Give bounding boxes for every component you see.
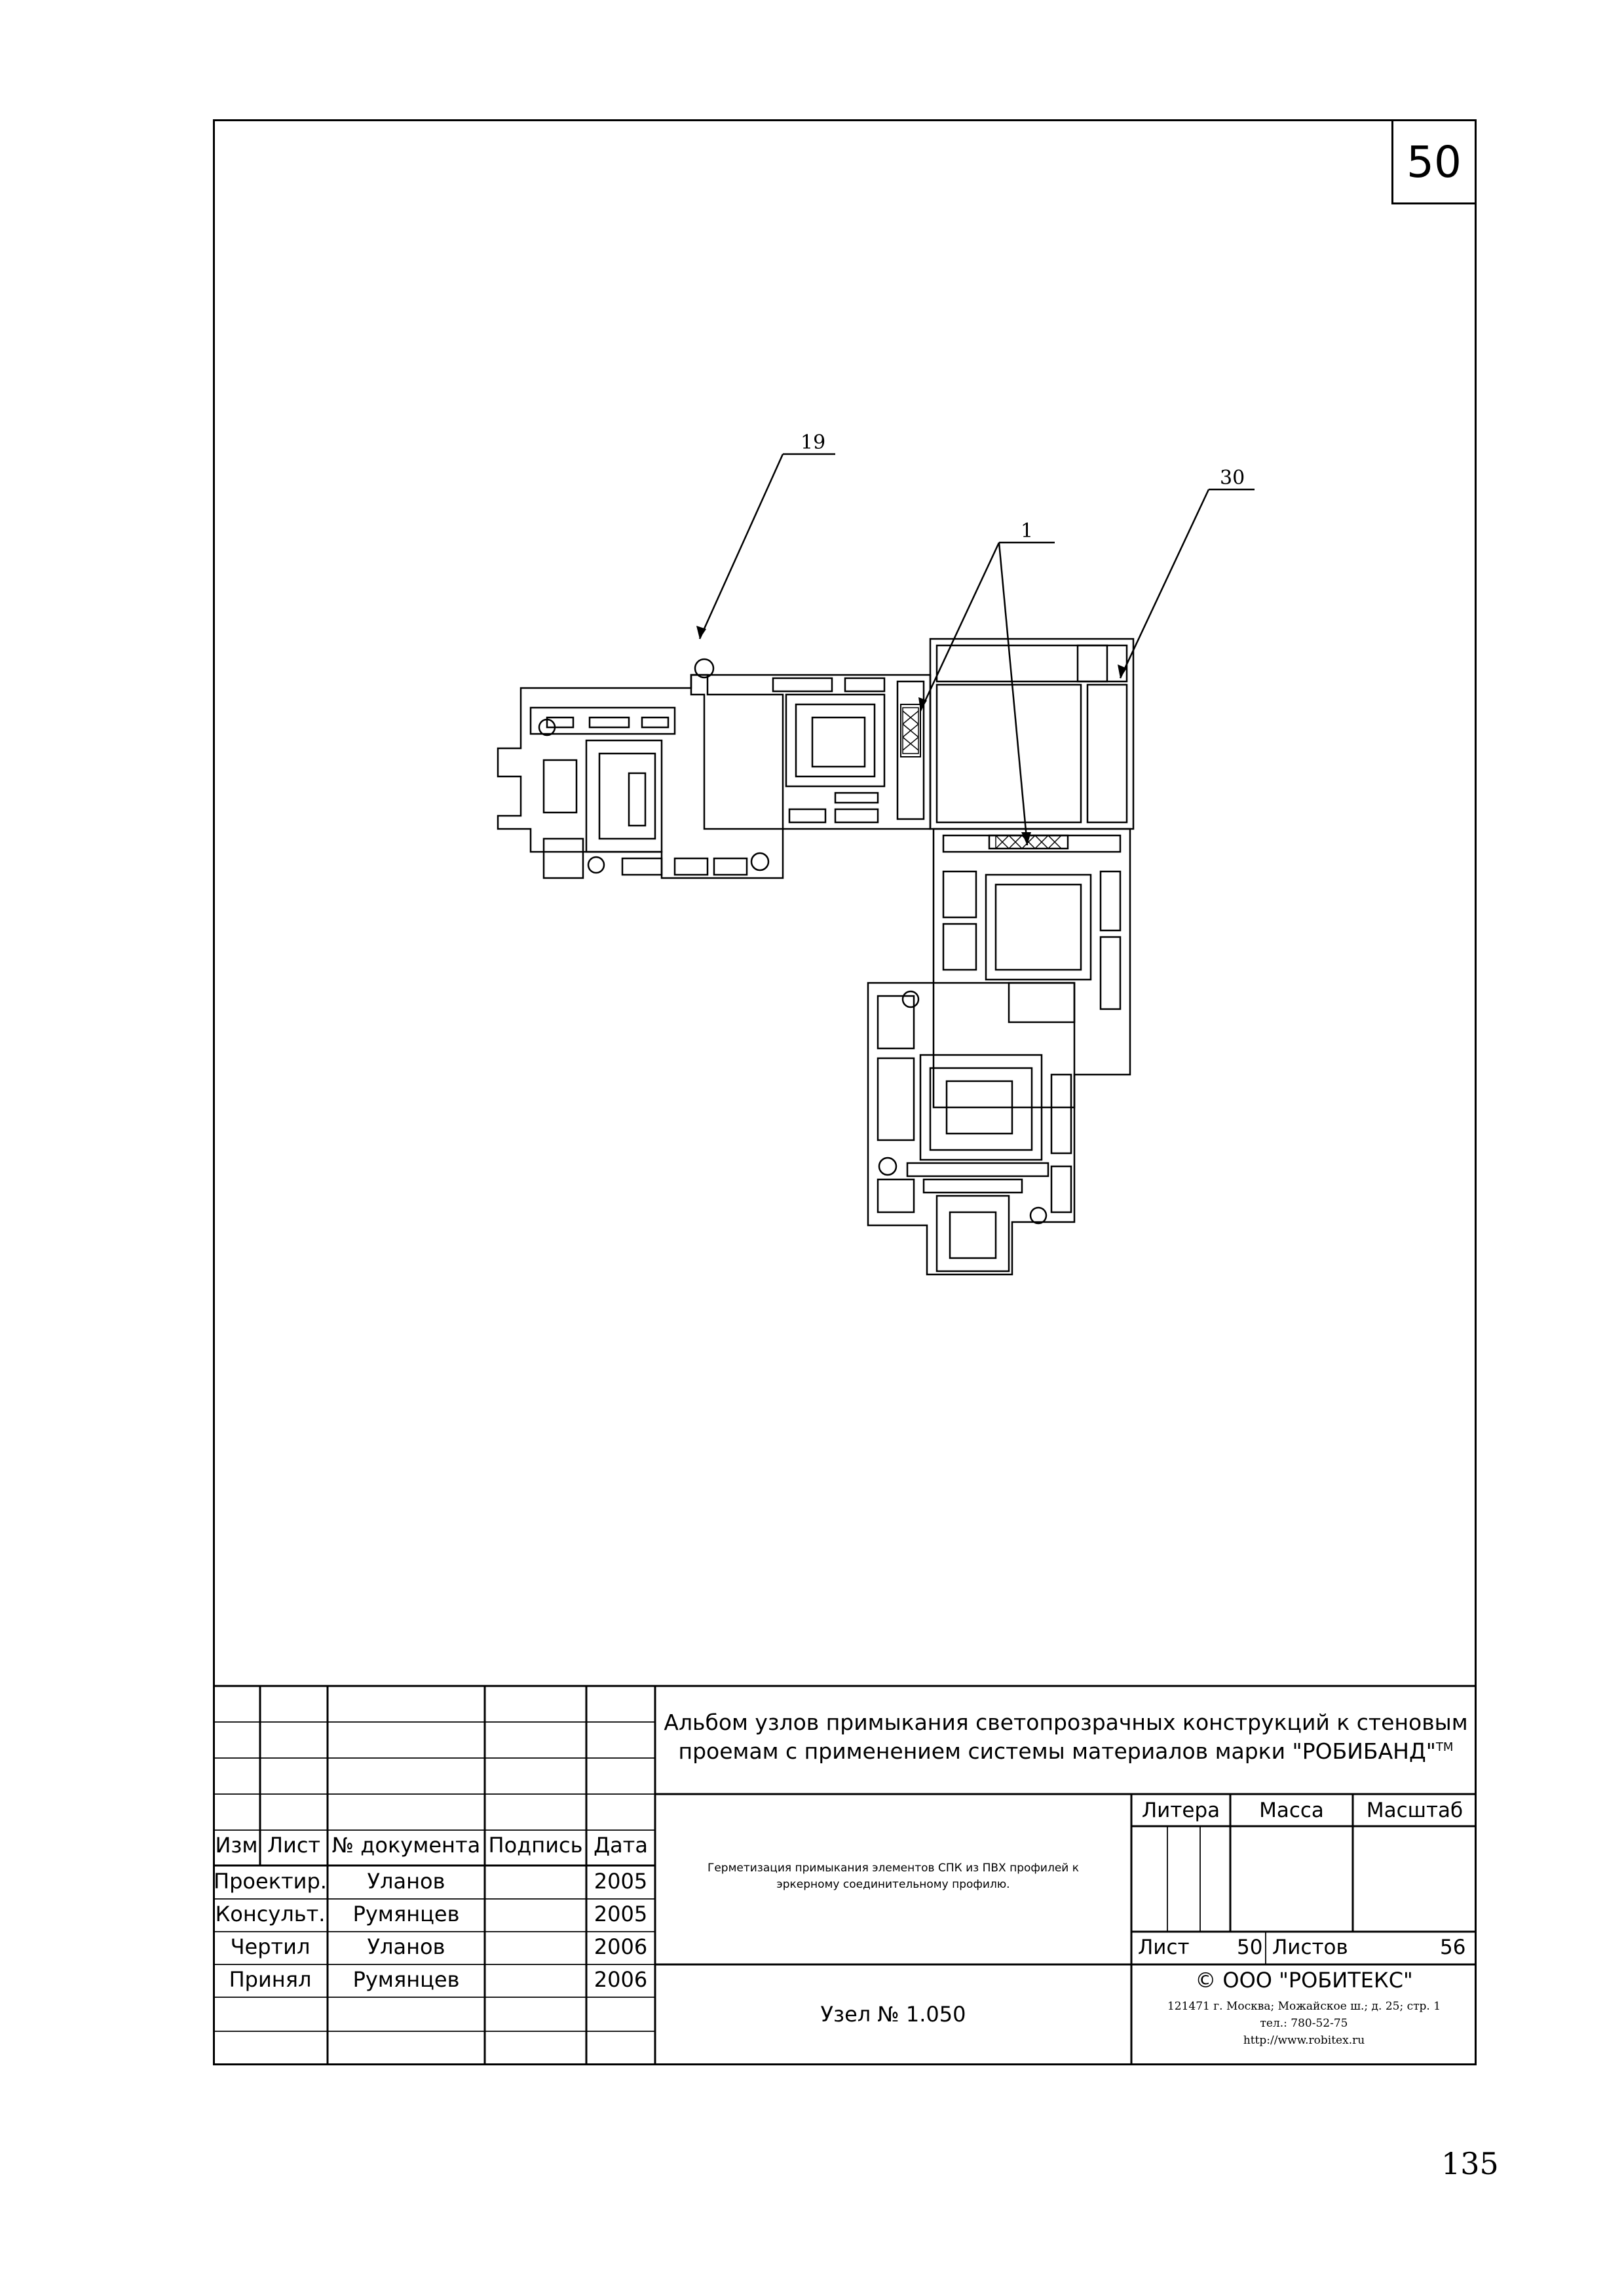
header-date: Дата [594,1833,648,1858]
description-line2: эркерному соединительному профилю. [776,1878,1010,1891]
role-cell: Консульт. [215,1902,326,1926]
company-website: http://www.robitex.ru [1243,2034,1365,2047]
litera-label: Литера [1141,1799,1220,1822]
company-address: 121471 г. Москва; Можайское ш.; д. 25; стр. 1 [1167,2000,1441,2013]
year-cell: 2005 [594,1902,648,1926]
name-cell: Румянцев [352,1902,460,1926]
header-izm: Изм [215,1833,258,1858]
company-phone: тел.: 780-52-75 [1260,2017,1348,2030]
listov-value: 56 [1440,1936,1466,1959]
trademark-mark: ТМ [1435,1740,1454,1754]
header-list: Лист [267,1833,321,1858]
year-cell: 2006 [594,1934,648,1959]
list-label: Лист [1138,1936,1190,1959]
album-title-line2 [655,1740,1477,1762]
sheet-number: 50 [1391,119,1477,204]
role-cell: Чертил [230,1934,311,1959]
name-cell: Румянцев [352,1967,460,1992]
company-name: © ООО "РОБИТЕКС" [1195,1968,1413,1993]
description-line1: Герметизация примыкания элементов СПК из ПВХ профилей к [707,1862,1080,1875]
callout-1: 1 [1021,520,1034,543]
list-value: 50 [1237,1936,1263,1959]
year-cell: 2005 [594,1869,648,1894]
masshtab-label: Масштаб [1366,1799,1463,1822]
massa-label: Масса [1259,1799,1324,1822]
header-doc: № документа [331,1833,481,1858]
name-cell: Уланов [367,1934,445,1959]
callout-30: 30 [1220,467,1245,489]
page-number: 135 [1441,2146,1499,2181]
callout-19: 19 [801,431,826,454]
role-cell: Принял [229,1967,312,1992]
node-number: Узел № 1.050 [820,2002,966,2027]
album-title-line2-text: проемам с применением системы материалов марки "РОБИБАНД" [678,1738,1436,1764]
name-cell: Уланов [367,1869,445,1894]
role-cell: Проектир. [214,1869,327,1894]
listov-label: Листов [1272,1936,1348,1959]
year-cell: 2006 [594,1967,648,1992]
header-sign: Подпись [488,1833,583,1858]
album-title-line1: Альбом узлов примыкания светопрозрачных конструкций к стеновым [664,1710,1468,1735]
